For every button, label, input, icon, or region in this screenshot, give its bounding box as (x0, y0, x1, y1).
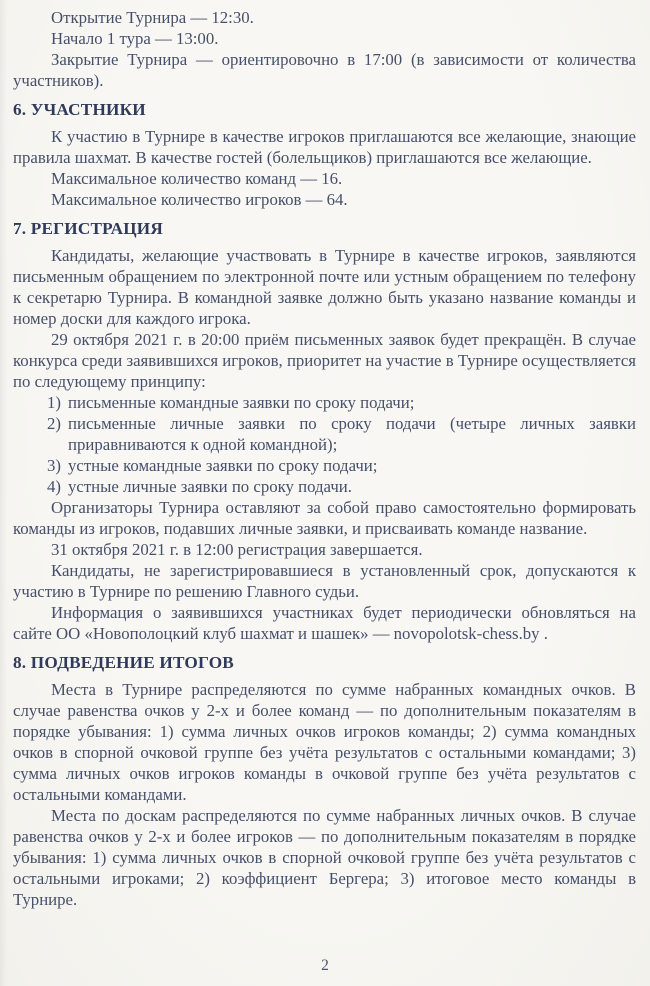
list-item-2-number: 2) (47, 414, 61, 433)
registration-method-paragraph: Кандидаты, желающие участвовать в Турнире в качестве игроков, заявляются письменным обращением по электронной почте или устным обращением по телефону к секретарю Турнира. В командной заявке должно быть указано название команды и номер доски для каждого игрока. (13, 246, 636, 328)
section-8-heading: 8. ПОДВЕДЕНИЕ ИТОГОВ (13, 653, 234, 672)
board-standings-paragraph: Места по доскам распределяются по сумме набранных личных очков. В случае равенства очков у 2-х и более игроков — по дополнительным показателям в порядке убывания: 1) сумма личных очков в спорной очковой группе без учёта результатов с остальными игроками; 2) коэффициент Бергера; 3) итоговое место команды в Турнире. (13, 806, 636, 909)
list-item-4-number: 4) (47, 477, 61, 496)
late-registration-paragraph: Кандидаты, не зарегистрировавшиеся в установленный срок, допускаются к участию в Турнире по решению Главного судьи. (13, 561, 636, 601)
max-teams-line: Максимальное количество команд — 16. (51, 169, 343, 188)
priority-list (13, 392, 636, 497)
priority-list-item-4 (13, 476, 636, 497)
intro-para-closing-time: Закрытие Турнира — ориентировочно в 17:00 (в зависимости от количества участников). (13, 50, 636, 90)
written-deadline-paragraph: 29 октября 2021 г. в 20:00 приём письменных заявок будет прекращён. В случае конкурса среди заявившихся игроков, приоритет на участие в Турнире осуществляется по следующему принципу: (13, 330, 636, 391)
participants-paragraph: К участию в Турнире в качестве игроков приглашаются все желающие, знающие правила шахмат. В качестве гостей (болельщиков) приглашаются все желающие. (13, 127, 636, 167)
list-item-1-number: 1) (47, 393, 61, 412)
section-6-heading: 6. УЧАСТНИКИ (13, 100, 146, 119)
list-item-2-text: письменные личные заявки по сроку подачи (четыре личных заявки приравниваются к одной командной); (68, 414, 636, 454)
list-item-3-number: 3) (47, 456, 61, 475)
organizers-paragraph: Организаторы Турнира оставляют за собой право самостоятельно формировать команды из игроков, подавших личные заявки, и присваивать команде название. (13, 498, 636, 538)
team-standings-paragraph: Места в Турнире распределяются по сумме набранных командных очков. В случае равенства очков у 2-х и более команд — по дополнительным показателям в порядке убывания: 1) сумма личных очков игроков команды; 2) сумма командных очков в спорной очковой группе без учёта результатов с остальными командами; 3) сумма личных очков игроков команды в очковой группе без учёта результатов с остальными командами. (13, 680, 636, 804)
max-players-line: Максимальное количество игроков — 64. (51, 190, 348, 209)
registration-close-line: 31 октября 2021 г. в 12:00 регистрация завершается. (51, 540, 423, 559)
priority-list-item-1 (13, 392, 636, 413)
list-item-4-text: устные личные заявки по сроку подачи. (68, 477, 352, 496)
priority-list-item-3 (13, 455, 636, 476)
section-7-heading: 7. РЕГИСТРАЦИЯ (13, 219, 163, 238)
intro-line-opening-time: Открытие Турнира — 12:30. (51, 8, 254, 27)
list-item-1-text: письменные командные заявки по сроку подачи; (68, 393, 415, 412)
intro-line-round1-start: Начало 1 тура — 13:00. (51, 29, 219, 48)
list-item-3-text: устные командные заявки по сроку подачи; (68, 456, 378, 475)
priority-list-item-2 (13, 413, 636, 455)
page-number: 2 (321, 957, 329, 974)
info-updates-paragraph: Информация о заявившихся участниках будет периодически обновляться на сайте ОО «Новополоцкий клуб шахмат и шашек» — novopolotsk-chess.by . (13, 603, 636, 643)
